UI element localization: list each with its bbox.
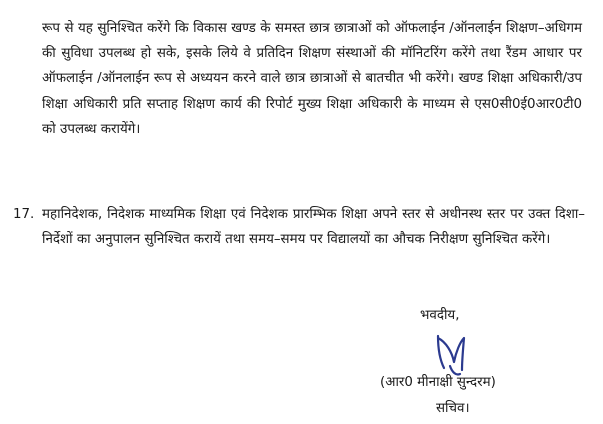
item-number: 17. <box>13 207 35 222</box>
signatory-designation: सचिव। <box>436 401 470 416</box>
paragraph-continuation: रूप से यह सुनिश्चित करेंगे कि विकास खण्ड के समस्त छात्र छात्राओं को ऑफलाईन /ऑनलाईन शिक्षण–अधिगम की सुविधा उपलब्ध हो सके, इसके लिये वे प्रतिदिन शिक्षण संस्थाओं की मॉनिटरिंग करेंगे तथा रैंडम आधार पर ऑफलाईन /ऑनलाईन रूप से अध्ययन करने वाले छात्र छात्राओं से बातचीत भी करेंगे। खण्ड शिक्षा अधिकारी/उप शिक्षा अधिकारी प्रति सप्ताह शिक्षण कार्य की रिपोर्ट मुख्य शिक्षा अधिकारी के माध्यम से एस0सी0ई0आर0टी0 को उपलब्ध करायेंगे। <box>42 21 582 137</box>
signatory-name: (आर0 मीनाक्षी सुन्दरम) <box>380 375 496 390</box>
closing-salutation: भवदीय, <box>420 308 460 323</box>
item-17-text: महानिदेशक, निदेशक माध्यमिक शिक्षा एवं निदेशक प्रारम्भिक शिक्षा अपने स्तर से अधीनस्थ स्तर पर उक्त दिशा–निर्देशों का अनुपालन सुनिश्चित करायें तथा समय–समय पर विद्यालयों का औचक निरीक्षण सुनिश्चित करेंगे। <box>42 207 585 248</box>
